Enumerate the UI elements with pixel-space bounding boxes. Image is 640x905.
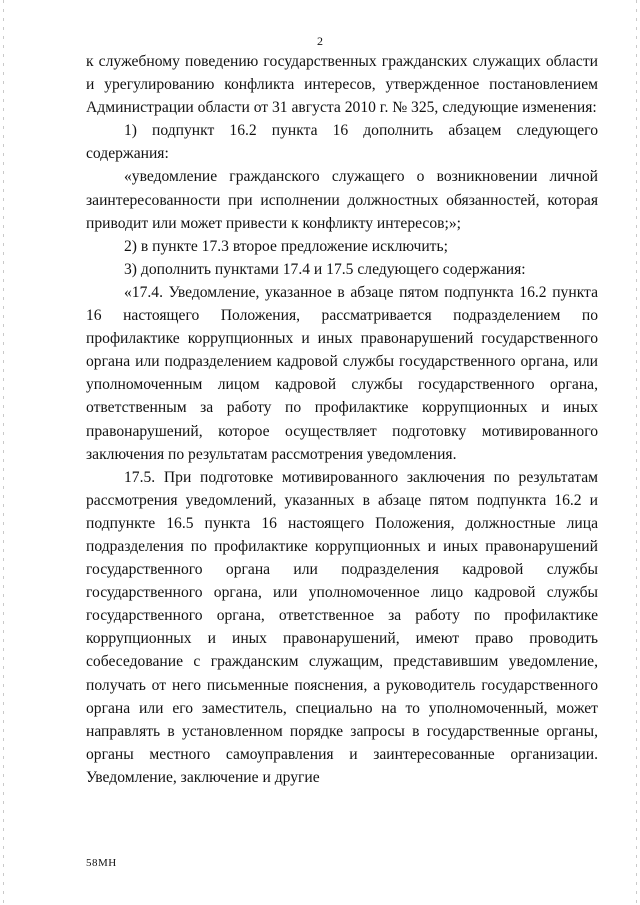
page-number: 2 xyxy=(317,34,323,48)
scan-edge-left xyxy=(3,0,4,905)
paragraph-item-1: 1) подпункт 16.2 пункта 16 дополнить абзацем следующего содержания: xyxy=(86,122,598,163)
paragraph-item-3: 3) дополнить пунктами 17.4 и 17.5 следующего содержания: xyxy=(124,260,526,278)
paragraph-item-2: 2) в пункте 17.3 второе предложение исключить; xyxy=(124,237,448,255)
paragraph-clause-17-4: «17.4. Уведомление, указанное в абзаце пятом подпункта 16.2 пункта 16 настоящего Положения, рассматривается подразделением по профилактике коррупционных и иных правонарушений государственного органа или подразделением кадровой службы государственного органа, или уполномоченным лицом кадровой службы государственного органа, ответственным за работу по профилактике коррупционных и иных правонарушений, которое осуществляет подготовку мотивированного заключения по результатам рассмотрения уведомления. xyxy=(86,283,598,463)
paragraph-clause-17-5: 17.5. При подготовке мотивированного заключения по результатам рассмотрения уведомлений, указанных в абзаце пятом подпункта 16.2 и подпункте 16.5 пункта 16 настоящего Положения, должностные лица подразделения по профилактике коррупционных и иных правонарушений государственного органа или подразделения кадровой службы государственного органа, или уполномоченное лицо кадровой службы государственного органа, ответственное за работу по профилактике коррупционных и иных правонарушений, имеют право проводить собеседование с гражданским служащим, представившим уведомление, получать от него письменные пояснения, а руководитель государственного органа или его заместитель, специально на то уполномоченный, может направлять в установленном порядке запросы в государственные органы, органы местного самоуправления и заинтересованные организации. Уведомление, заключение и другие xyxy=(86,468,598,786)
document-body xyxy=(86,50,598,789)
footer-document-code: 58МН xyxy=(86,857,117,869)
paragraph-intro-continuation: к служебному поведению государственных гражданских служащих области и урегулированию конфликта интересов, утвержденное постановлением Администрации области от 31 августа 2010 г. № 325, следующие изменения: xyxy=(86,53,598,117)
scan-edge-right xyxy=(636,0,637,905)
paragraph-quoted-addition: «уведомление гражданского служащего о возникновении личной заинтересованности при исполнении должностных обязанностей, которая приводит или может привести к конфликту интересов;»; xyxy=(86,168,598,232)
